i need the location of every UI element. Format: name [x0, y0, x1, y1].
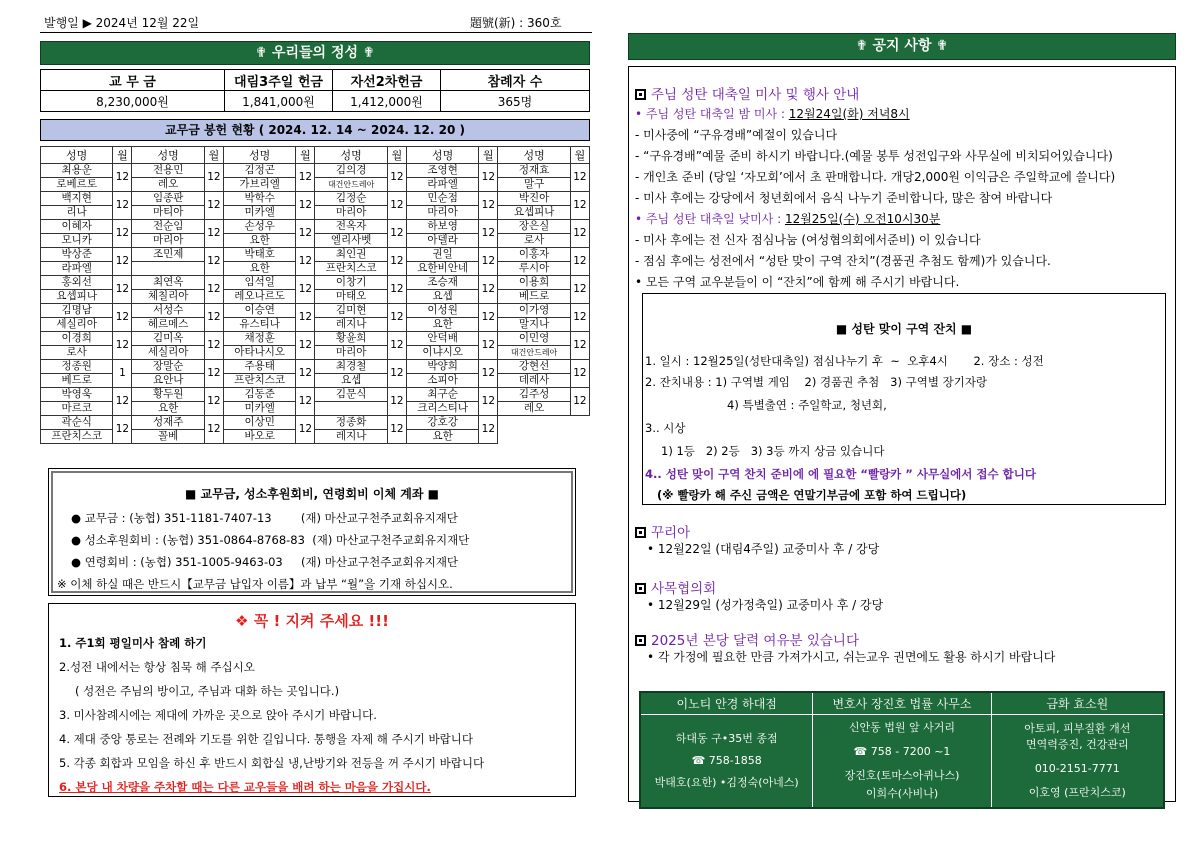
offering-header: 자선2차헌금 — [333, 70, 441, 91]
party-line: 4) 특별출연 : 주일학교, 청년회, — [727, 398, 887, 412]
member-month: 12 — [479, 304, 498, 332]
member-name: 김문식 — [315, 388, 387, 402]
notice-box — [628, 66, 1176, 802]
roster-header-name: 성명 — [41, 147, 113, 164]
rule-item: 5. 각종 회합과 모임을 하신 후 반드시 회합실 냉,난방기와 전등을 꺼 주시기 바랍니다 — [59, 756, 485, 770]
member-month: 12 — [204, 388, 223, 416]
member-month: 12 — [387, 192, 406, 220]
roster-row — [41, 332, 590, 346]
member-month: 12 — [387, 360, 406, 388]
member-name: 하보영 — [406, 220, 478, 234]
member-month: 12 — [387, 220, 406, 248]
roster-row — [41, 360, 590, 374]
member-month: 12 — [296, 416, 315, 444]
member-saint-name: 레오 — [498, 402, 570, 416]
notice-item: - 미사중에 “구유경배”예절이 있습니다 — [635, 128, 838, 142]
notice-item: • 12월29일 (성가정축일) 교중미사 후 / 강당 — [647, 598, 884, 612]
member-month: 12 — [296, 192, 315, 220]
member-saint-name: 요셉피나 — [41, 290, 113, 304]
member-name: 정종원 — [41, 360, 113, 374]
party-line: 2. 잔치내용 : 1) 구역별 게임 2) 경품권 추첨 3) 구역별 장기자랑 — [645, 375, 988, 389]
notice-item: • 각 가정에 필요한 만큼 가져가시고, 쉬는교우 권면에도 활용 하시기 바랍니다 — [647, 650, 1056, 664]
member-month: 12 — [113, 276, 132, 304]
square-bullet-icon — [635, 635, 646, 646]
notice-item: - 미사 후에는 강당에서 청년회에서 음식 나누기 준비합니다, 많은 참여 바랍니다 — [635, 191, 1053, 205]
member-saint-name: 레지나 — [315, 318, 387, 332]
party-box — [642, 293, 1166, 505]
roster-row — [41, 304, 590, 318]
member-month: 12 — [387, 164, 406, 192]
notice-item: - 개인초 준비 (당일 ‘자모회’에서 초 판매합니다. 개당2,000원 이익금은 주일학교에 쓸니다) — [635, 170, 1116, 184]
member-month: 12 — [204, 164, 223, 192]
party-line: 1) 1등 2) 2등 3) 3등 까지 상금 있습니다 — [661, 444, 885, 458]
night-mass-time: 12월24일(화) 저녁8시 — [788, 107, 910, 121]
member-name: 조영현 — [406, 164, 478, 178]
member-saint-name: 레오나르도 — [223, 290, 295, 304]
notice-item: - “구유경배”예물 준비 하시기 바랍니다.(예물 봉투 성전입구와 사무실에 비치되어있습니다) — [635, 149, 1113, 163]
issue-number: 題號(新) : 360호 — [470, 16, 562, 30]
member-name: 권일 — [406, 248, 478, 262]
notice-item: • 12월22일 (대림4주일) 교중미사 후 / 강당 — [647, 542, 880, 556]
member-name: 최인권 — [315, 248, 387, 262]
roster-header-month: 월 — [113, 147, 132, 164]
ad-name: 이노티 안경 하대점 — [640, 692, 813, 714]
ads-table — [639, 691, 1165, 809]
member-name: 최경철 — [315, 360, 387, 374]
ad-line: 이희수(사비나) — [865, 786, 939, 800]
member-name: 박양희 — [406, 360, 478, 374]
member-saint-name: 요한비안네 — [406, 262, 478, 276]
member-saint-name: 요한 — [223, 234, 295, 248]
roster-row — [41, 416, 590, 430]
member-month: 12 — [204, 332, 223, 360]
member-month: 12 — [570, 304, 589, 332]
member-saint-name: 로베르토 — [41, 178, 113, 192]
member-saint-name: 베드로 — [41, 374, 113, 388]
offering-table — [40, 69, 590, 112]
rule-item-red: 6. 본당 내 차량을 주차할 때는 다른 교우들을 배려 하는 마음을 가집시다. — [59, 780, 431, 794]
accounts-box — [48, 468, 576, 596]
member-month: 12 — [387, 388, 406, 416]
member-name: 강호강 — [406, 416, 478, 430]
member-saint-name: 체칠리아 — [132, 290, 204, 304]
ad-name: 변호사 장진호 법률 사무소 — [813, 692, 991, 714]
roster-row — [41, 388, 590, 402]
roster-header-month: 월 — [479, 147, 498, 164]
member-name: 조민제 — [132, 248, 204, 262]
square-bullet-icon — [635, 89, 646, 100]
member-month: 12 — [296, 248, 315, 276]
ad-name: 금화 효소원 — [991, 692, 1164, 714]
member-month: 12 — [387, 332, 406, 360]
member-saint-name: 마태오 — [315, 290, 387, 304]
member-month: 12 — [479, 164, 498, 192]
member-saint-name: 세실리아 — [132, 346, 204, 360]
notice-item: - 점심 후에는 성전에서 “성탄 맞이 구역 잔치”(경품권 추첨도 함께)가 있습니다. — [635, 254, 1051, 268]
member-saint-name: 이냐시오 — [406, 346, 478, 360]
member-saint-name: 마리아 — [406, 206, 478, 220]
member-month: 12 — [113, 388, 132, 416]
member-name: 김동준 — [223, 388, 295, 402]
member-month: 12 — [387, 416, 406, 444]
roster-header-name: 성명 — [223, 147, 295, 164]
member-saint-name: 미카엘 — [223, 402, 295, 416]
member-saint-name: 리나 — [41, 206, 113, 220]
roster-row — [41, 192, 590, 206]
member-saint-name: 라파엘 — [406, 178, 478, 192]
member-month: 12 — [479, 192, 498, 220]
member-month: 12 — [113, 332, 132, 360]
member-month: 12 — [479, 276, 498, 304]
member-name: 김정곤 — [223, 164, 295, 178]
member-name: 이민영 — [498, 332, 570, 346]
ad-line: ☎ 758-1858 — [691, 753, 762, 767]
roster-header-name: 성명 — [315, 147, 387, 164]
member-month: 12 — [296, 388, 315, 416]
member-month: 12 — [296, 164, 315, 192]
member-saint-name: 요한 — [132, 402, 204, 416]
member-name: 박진아 — [498, 192, 570, 206]
rule-item: ( 성전은 주님의 방이고, 주님과 대화 하는 곳입니다.) — [75, 684, 340, 698]
member-saint-name: 로사 — [41, 346, 113, 360]
member-month: 12 — [570, 388, 589, 416]
member-saint-name: 레오 — [132, 178, 204, 192]
rule-item: 4. 제대 중앙 통로는 전례와 기도를 위한 길입니다. 통행을 자제 해 주시기 바랍니다 — [59, 732, 473, 746]
member-month: 12 — [113, 164, 132, 192]
rule-item: 1. 주1회 평일미사 참례 하기 — [59, 636, 207, 650]
member-name: 민순점 — [406, 192, 478, 206]
party-bold-line: 4.. 성탄 맞이 구역 찬치 준비에 에 필요한 “빨랑카 ” 사무실에서 접수 합니다 — [645, 467, 1036, 481]
notice-item: - 미사 후에는 전 신자 점심나눔 (여성협의회에서준비) 이 있습니다 — [635, 233, 981, 247]
member-saint-name: 꼴베 — [132, 430, 204, 444]
rule-item: 2.성전 내에서는 항상 침묵 해 주십시오 — [59, 660, 255, 674]
member-saint-name: 프란치스코 — [315, 262, 387, 276]
roster-header-month: 월 — [387, 147, 406, 164]
member-name: 김주성 — [498, 388, 570, 402]
ad-line: 신안동 법원 앞 사거리 — [848, 720, 956, 734]
member-saint-name: 프란치스코 — [41, 430, 113, 444]
member-saint-name: 요셉 — [315, 374, 387, 388]
member-name: 임석일 — [223, 276, 295, 290]
member-saint-name: 라파엘 — [41, 262, 113, 276]
member-saint-name: 로사 — [498, 234, 570, 248]
member-saint-name: 요한 — [406, 318, 478, 332]
member-saint-name — [132, 262, 204, 276]
member-saint-name: 베드로 — [498, 290, 570, 304]
member-name: 전순임 — [132, 220, 204, 234]
member-month: 12 — [204, 416, 223, 444]
day-mass-label: • 주님 성탄 대축일 낮미사 : — [635, 212, 785, 226]
member-saint-name: 소피아 — [406, 374, 478, 388]
member-month: 12 — [113, 416, 132, 444]
member-month: 12 — [570, 220, 589, 248]
member-saint-name: 미카엘 — [223, 206, 295, 220]
member-month: 1 — [113, 360, 132, 388]
member-name: 이홍자 — [498, 248, 570, 262]
square-bullet-icon — [635, 583, 646, 594]
member-saint-name: 아타나시오 — [223, 346, 295, 360]
offering-value: 1,841,000원 — [225, 91, 333, 112]
member-name: 박태호 — [223, 248, 295, 262]
member-name: 전옥자 — [315, 220, 387, 234]
member-name: 김정순 — [315, 192, 387, 206]
member-name: 최구순 — [406, 388, 478, 402]
member-month: 12 — [479, 416, 498, 444]
notice-item: • 모든 구역 교우분들이 이 “잔치”에 함께 해 주시기 바랍니다. — [635, 275, 960, 289]
member-name: 김의경 — [315, 164, 387, 178]
member-name: 채정훈 — [223, 332, 295, 346]
member-saint-name: 말지나 — [498, 318, 570, 332]
member-month: 12 — [296, 332, 315, 360]
member-name: 장은실 — [498, 220, 570, 234]
member-month: 12 — [479, 220, 498, 248]
member-month: 12 — [296, 304, 315, 332]
rule-item: 3. 미사참례시에는 제대에 가까운 곳으로 앉아 주시기 바랍니다. — [59, 708, 377, 722]
member-name: 박영욱 — [41, 388, 113, 402]
ad-line: ☎ 758 - 7200 ~1 — [853, 744, 951, 758]
member-month: 12 — [113, 220, 132, 248]
roster-table — [40, 146, 590, 444]
offering-title: ✟ 우리들의 정성 ✟ — [40, 41, 590, 65]
member-name: 서성수 — [132, 304, 204, 318]
member-month: 12 — [204, 304, 223, 332]
party-line: 3.. 시상 — [645, 421, 686, 435]
notice-title: ✟ 공지 사항 ✟ — [628, 33, 1176, 60]
member-name: 정종화 — [315, 416, 387, 430]
member-name: 이창기 — [315, 276, 387, 290]
square-bullet-icon — [635, 527, 646, 538]
member-name: 이가영 — [498, 304, 570, 318]
member-saint-name: 마리아 — [315, 346, 387, 360]
member-saint-name: 엘리사벳 — [315, 234, 387, 248]
offering-header: 교 무 금 — [41, 70, 225, 91]
account-note: ※ 이체 하실 때은 반드시【교무금 납입자 이름】과 납부 “월”을 기재 하십시오. — [57, 577, 453, 591]
member-name: 박상준 — [41, 248, 113, 262]
ad-line: 아토피, 피부질환 개선 — [1024, 721, 1131, 735]
member-month: 12 — [570, 276, 589, 304]
ad-line: 면역력증진, 건강관리 — [1025, 737, 1129, 751]
member-saint-name: 요셉피나 — [498, 206, 570, 220]
member-name: 강현선 — [498, 360, 570, 374]
member-month: 12 — [204, 248, 223, 276]
member-name: 이용희 — [498, 276, 570, 290]
member-saint-name: 마티아 — [132, 206, 204, 220]
member-month: 12 — [204, 220, 223, 248]
member-name: 이상민 — [223, 416, 295, 430]
offering-value: 1,412,000원 — [333, 91, 441, 112]
member-name: 정재효 — [498, 164, 570, 178]
member-saint-name: 요안나 — [132, 374, 204, 388]
member-name: 김미현 — [315, 304, 387, 318]
roster-row — [41, 248, 590, 262]
member-name: 조승재 — [406, 276, 478, 290]
ad-line: 박태호(요한) •김정숙(아네스) — [654, 775, 799, 789]
roster-header-month: 월 — [204, 147, 223, 164]
member-saint-name: 세실리아 — [41, 318, 113, 332]
member-name: 김미옥 — [132, 332, 204, 346]
member-name: 박학수 — [223, 192, 295, 206]
member-name: 전용민 — [132, 164, 204, 178]
issue-date: 발행일 ▶ 2024년 12월 22일 — [44, 16, 200, 30]
offering-header: 대림3주일 헌금 — [225, 70, 333, 91]
member-saint-name: 유스티나 — [223, 318, 295, 332]
member-saint-name: 요한 — [223, 262, 295, 276]
notice-section-title: 사목협의회 — [635, 577, 716, 597]
header-rule — [40, 32, 592, 33]
ad-line: 010-2151-7771 — [1034, 761, 1120, 775]
member-month: 12 — [479, 248, 498, 276]
member-name: 김명남 — [41, 304, 113, 318]
member-name: 손성우 — [223, 220, 295, 234]
member-month: 12 — [479, 332, 498, 360]
roster-header-month: 월 — [296, 147, 315, 164]
member-name: 안덕배 — [406, 332, 478, 346]
empty-cell — [498, 416, 590, 444]
member-saint-name: 바오로 — [223, 430, 295, 444]
member-name: 이성원 — [406, 304, 478, 318]
member-saint-name: 대건안드레아 — [498, 346, 570, 360]
member-month: 12 — [113, 192, 132, 220]
roster-header-name: 성명 — [132, 147, 204, 164]
member-month: 12 — [113, 248, 132, 276]
offering-value: 8,230,000원 — [41, 91, 225, 112]
member-saint-name: 대건안드레아 — [315, 178, 387, 192]
member-name: 장말순 — [132, 360, 204, 374]
member-name: 최용운 — [41, 164, 113, 178]
member-name: 황윤희 — [315, 332, 387, 346]
roster-row — [41, 164, 590, 178]
member-saint-name: 헤르메스 — [132, 318, 204, 332]
offering-header: 참례자 수 — [441, 70, 590, 91]
member-saint-name: 아델라 — [406, 234, 478, 248]
member-month: 12 — [479, 388, 498, 416]
member-month: 12 — [296, 276, 315, 304]
member-month: 12 — [204, 276, 223, 304]
roster-title: 교무금 봉헌 현황 ( 2024. 12. 14 ~ 2024. 12. 20 ) — [40, 119, 590, 141]
member-month: 12 — [570, 360, 589, 388]
member-saint-name: 마리아 — [315, 206, 387, 220]
notice-section-title: 2025년 본당 달력 여유분 있습니다 — [635, 629, 859, 649]
roster-header-month: 월 — [570, 147, 589, 164]
member-name: 임종판 — [132, 192, 204, 206]
member-saint-name: 루시아 — [498, 262, 570, 276]
member-month: 12 — [296, 360, 315, 388]
account-line: ● 교무금 : (농협) 351-1181-7407-13 (재) 마산교구천주교회유지재단 — [71, 511, 458, 525]
member-month: 12 — [296, 220, 315, 248]
notice-section-title: 주님 성탄 대축일 미사 및 행사 안내 — [635, 83, 859, 103]
member-saint-name: 모니카 — [41, 234, 113, 248]
member-month: 12 — [570, 332, 589, 360]
member-name: 이경희 — [41, 332, 113, 346]
member-saint-name: 크리스티나 — [406, 402, 478, 416]
ad-line: 이호영 (프란치스코) — [1028, 785, 1126, 799]
member-month: 12 — [570, 192, 589, 220]
member-month: 12 — [204, 360, 223, 388]
member-saint-name: 요한 — [406, 430, 478, 444]
member-name: 성재주 — [132, 416, 204, 430]
party-bold-line: (※ 빨랑카 해 주신 금액은 연말기부금에 포함 하여 드립니다) — [657, 488, 967, 502]
day-mass-time: 12월25일(수) 오전10시30분 — [784, 212, 941, 226]
rules-title: ❖ 꼭 ! 지켜 주세요 !!! — [235, 612, 389, 630]
member-name: 곽순식 — [41, 416, 113, 430]
accounts-title: ■ 교무금, 성소후원회비, 연령회비 이체 계좌 ■ — [185, 487, 439, 501]
member-name: 홍외선 — [41, 276, 113, 290]
member-saint-name: 말구 — [498, 178, 570, 192]
member-month: 12 — [387, 248, 406, 276]
member-name: 이승연 — [223, 304, 295, 318]
member-month: 12 — [570, 164, 589, 192]
ad-line: 하대동 구•35번 종점 — [675, 731, 778, 745]
offering-value: 365명 — [441, 91, 590, 112]
member-saint-name: 데레사 — [498, 374, 570, 388]
member-name: 황두원 — [132, 388, 204, 402]
ad-line: 장진호(토마스아퀴나스) — [844, 768, 960, 782]
roster-header-name: 성명 — [406, 147, 478, 164]
rules-box — [48, 603, 576, 797]
member-name: 주용태 — [223, 360, 295, 374]
member-name: 백지현 — [41, 192, 113, 206]
member-saint-name: 프란치스코 — [223, 374, 295, 388]
member-name: 이혜자 — [41, 220, 113, 234]
member-saint-name: 요셉 — [406, 290, 478, 304]
roster-row — [41, 276, 590, 290]
night-mass-label: • 주님 성탄 대축일 밤 미사 : — [635, 107, 789, 121]
roster-row — [41, 220, 590, 234]
notice-section-title: 꾸리아 — [635, 521, 690, 541]
party-title: ■ 성탄 맞이 구역 잔치 ■ — [835, 322, 973, 336]
member-name: 최연옥 — [132, 276, 204, 290]
member-saint-name: 가브리엘 — [223, 178, 295, 192]
member-month: 12 — [387, 304, 406, 332]
party-line: 1. 일시 : 12월25일(성탄대축일) 점심나누기 후 ~ 오후4시 2. 장소 : 성전 — [645, 354, 1044, 368]
member-month: 12 — [570, 248, 589, 276]
member-month: 12 — [387, 276, 406, 304]
member-saint-name: 레지나 — [315, 430, 387, 444]
member-saint-name: 마리아 — [132, 234, 204, 248]
member-saint-name — [315, 402, 387, 416]
member-saint-name: 마르코 — [41, 402, 113, 416]
roster-header-name: 성명 — [498, 147, 570, 164]
account-line: ● 성소후원회비 : (농협) 351-0864-8768-83 (재) 마산교구천주교회유지재단 — [71, 533, 470, 547]
account-line: ● 연령회비 : (농협) 351-1005-9463-03 (재) 마산교구천주교회유지재단 — [71, 555, 459, 569]
member-month: 12 — [113, 304, 132, 332]
member-month: 12 — [204, 192, 223, 220]
member-month: 12 — [479, 360, 498, 388]
